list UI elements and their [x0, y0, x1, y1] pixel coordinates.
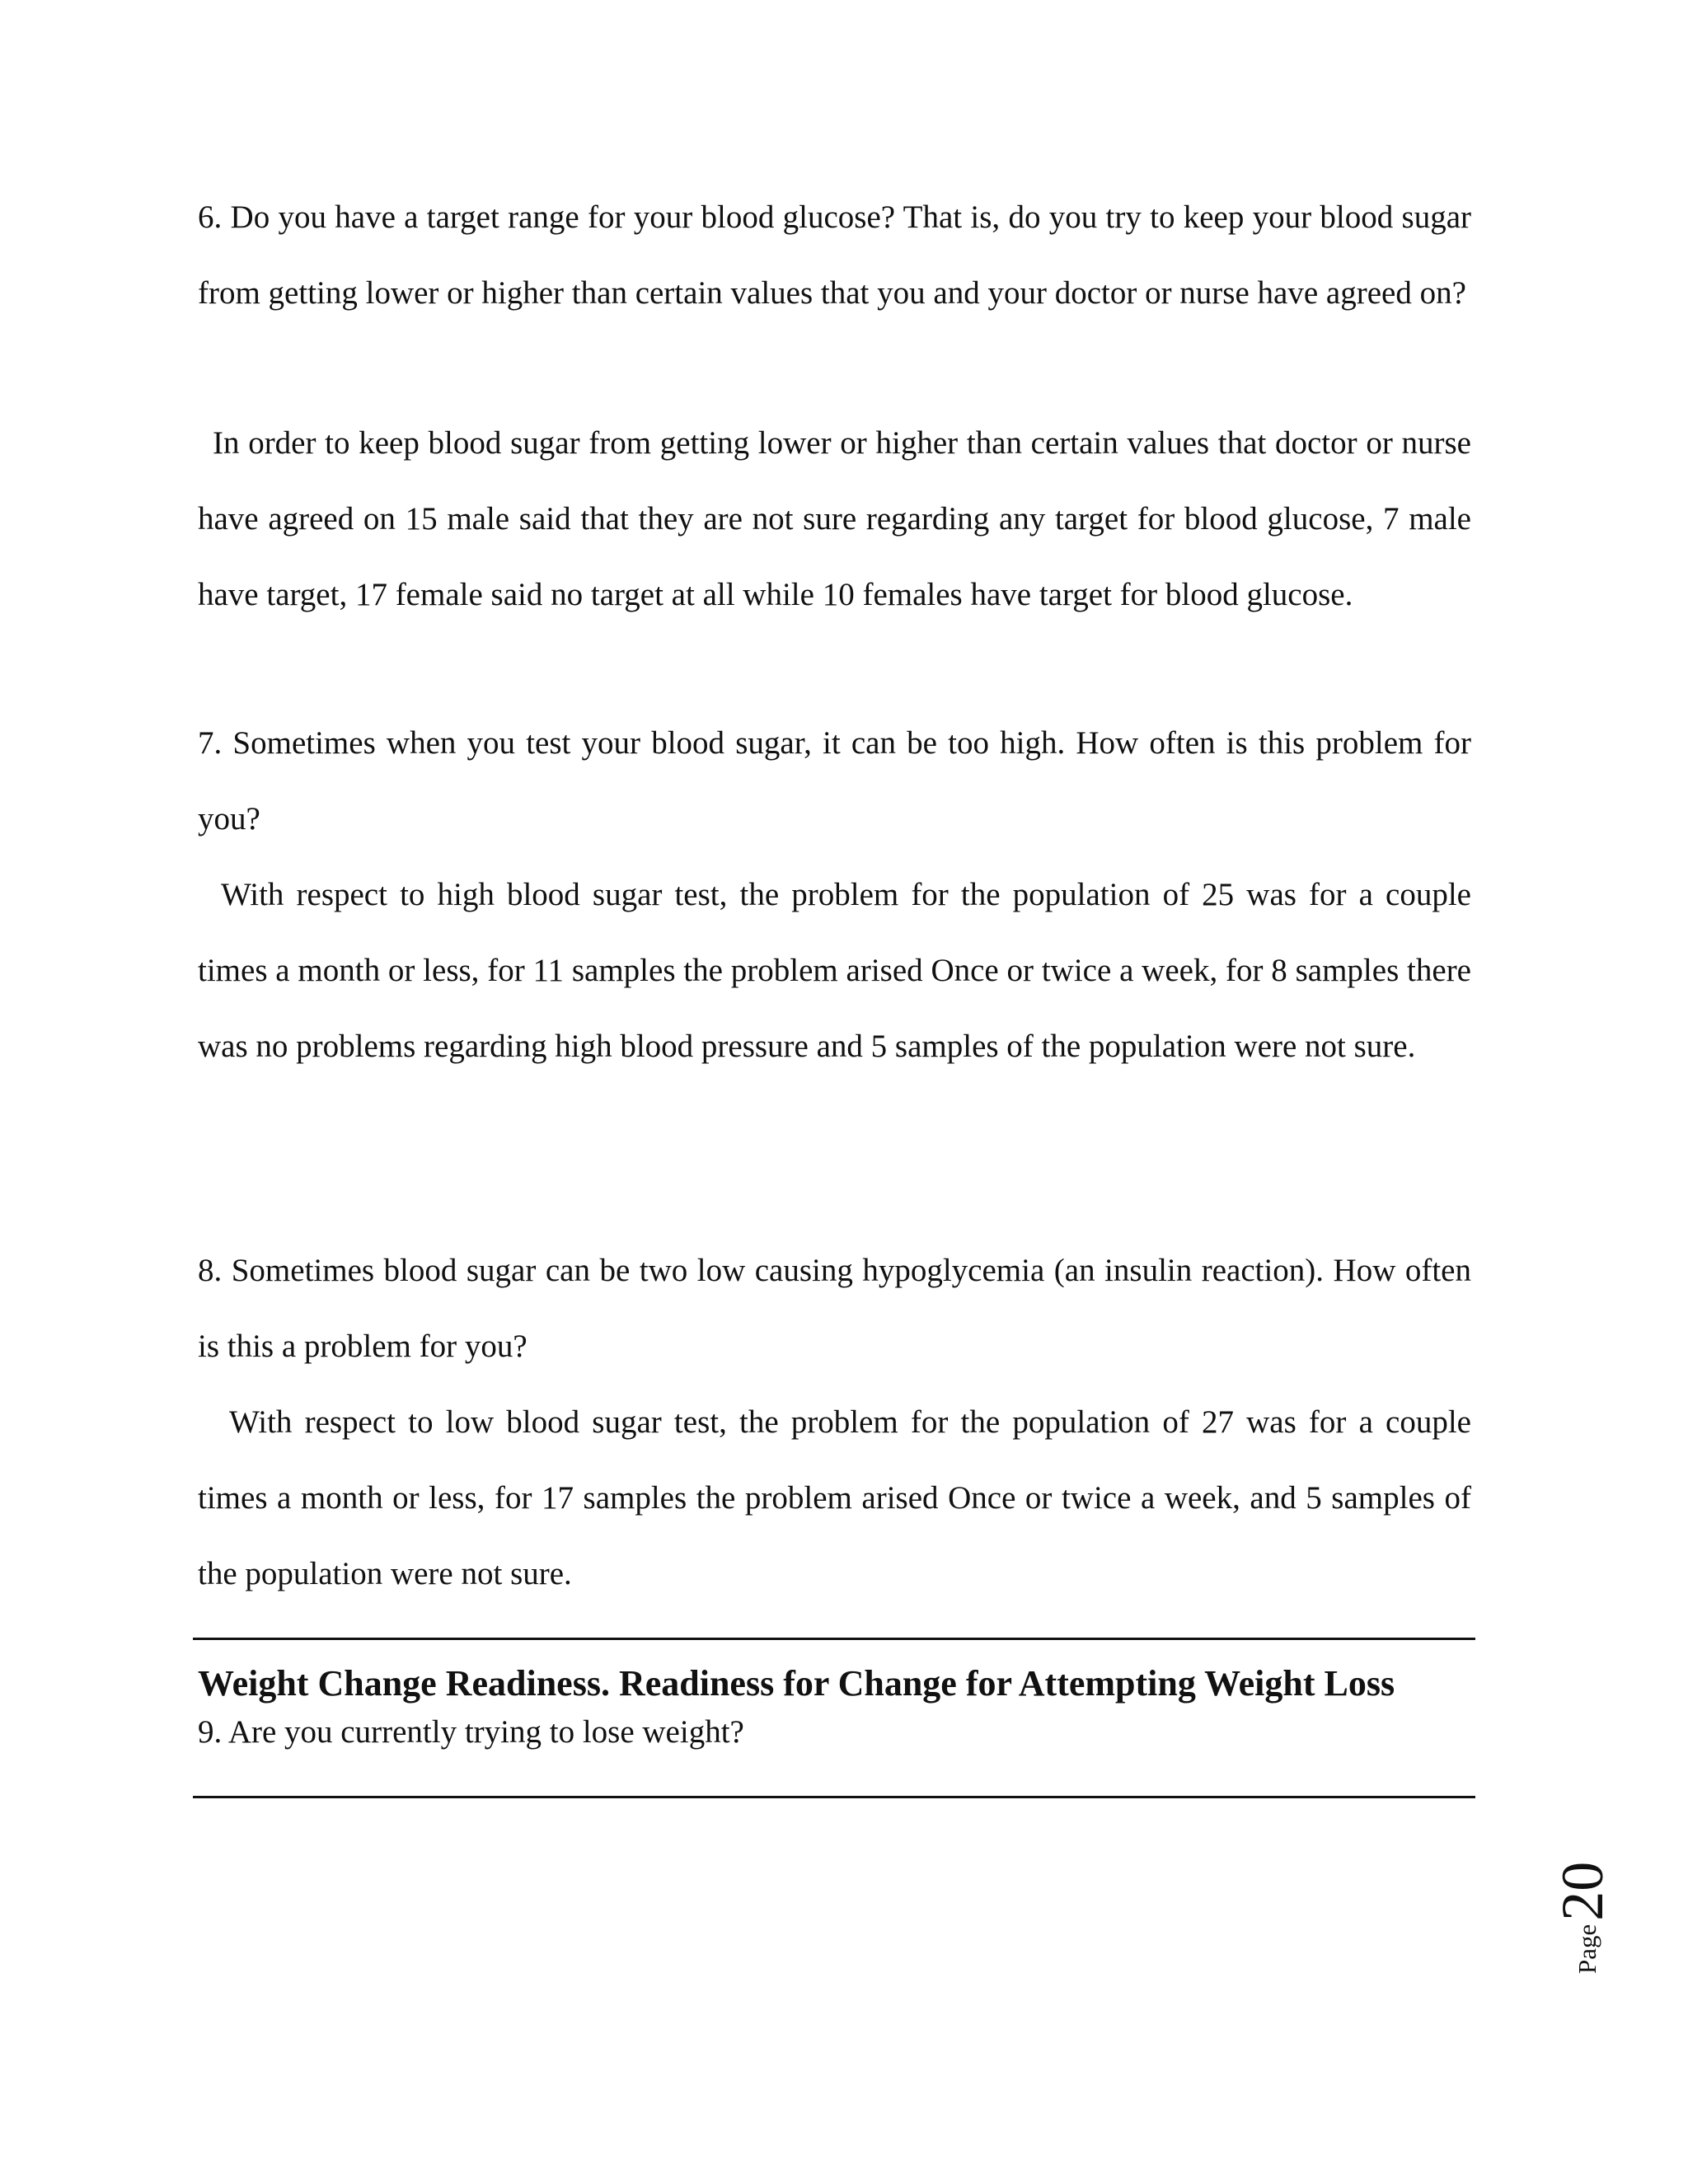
page-label: Page [1573, 1924, 1601, 1974]
answer-6: In order to keep blood sugar from getting lower or higher than certain values that doctor or nurse have agreed on 15 male said that they are not sure regarding any target for blood glucose, 7 male have target, 17 female said no target at all while 10 females have target for blood glucose. [198, 425, 1471, 612]
question-6: 6. Do you have a target range for your blood glucose? That is, do you try to keep your blood sugar from getting lower or higher than certain values that you and your doctor or nurse have agreed on? [198, 199, 1471, 311]
question-8: 8. Sometimes blood sugar can be two low causing hypoglycemia (an insulin reaction). How often is this a problem for you? [198, 1253, 1471, 1364]
page-number-value: 20 [1550, 1861, 1615, 1921]
section-rule-bottom [193, 1796, 1475, 1798]
section-heading: Weight Change Readiness. Readiness for Change for Attempting Weight Loss [198, 1663, 1395, 1704]
question-9: 9. Are you currently trying to lose weight? [198, 1714, 744, 1750]
question-7: 7. Sometimes when you test your blood sugar, it can be too high. How often is this problem for you? [198, 725, 1471, 837]
answer-8: With respect to low blood sugar test, the problem for the population of 27 was for a couple times a month or less, for 17 samples the problem arised Once or twice a week, and 5 samples of the population were not sure. [198, 1404, 1471, 1591]
section-rule-top [193, 1638, 1475, 1640]
answer-7: With respect to high blood sugar test, the problem for the population of 25 was for a couple times a month or less, for 11 samples the problem arised Once or twice a week, for 8 samples there was no problems regarding high blood pressure and 5 samples of the population were not sure. [198, 877, 1471, 1064]
page-number [1520, 1834, 1615, 1974]
